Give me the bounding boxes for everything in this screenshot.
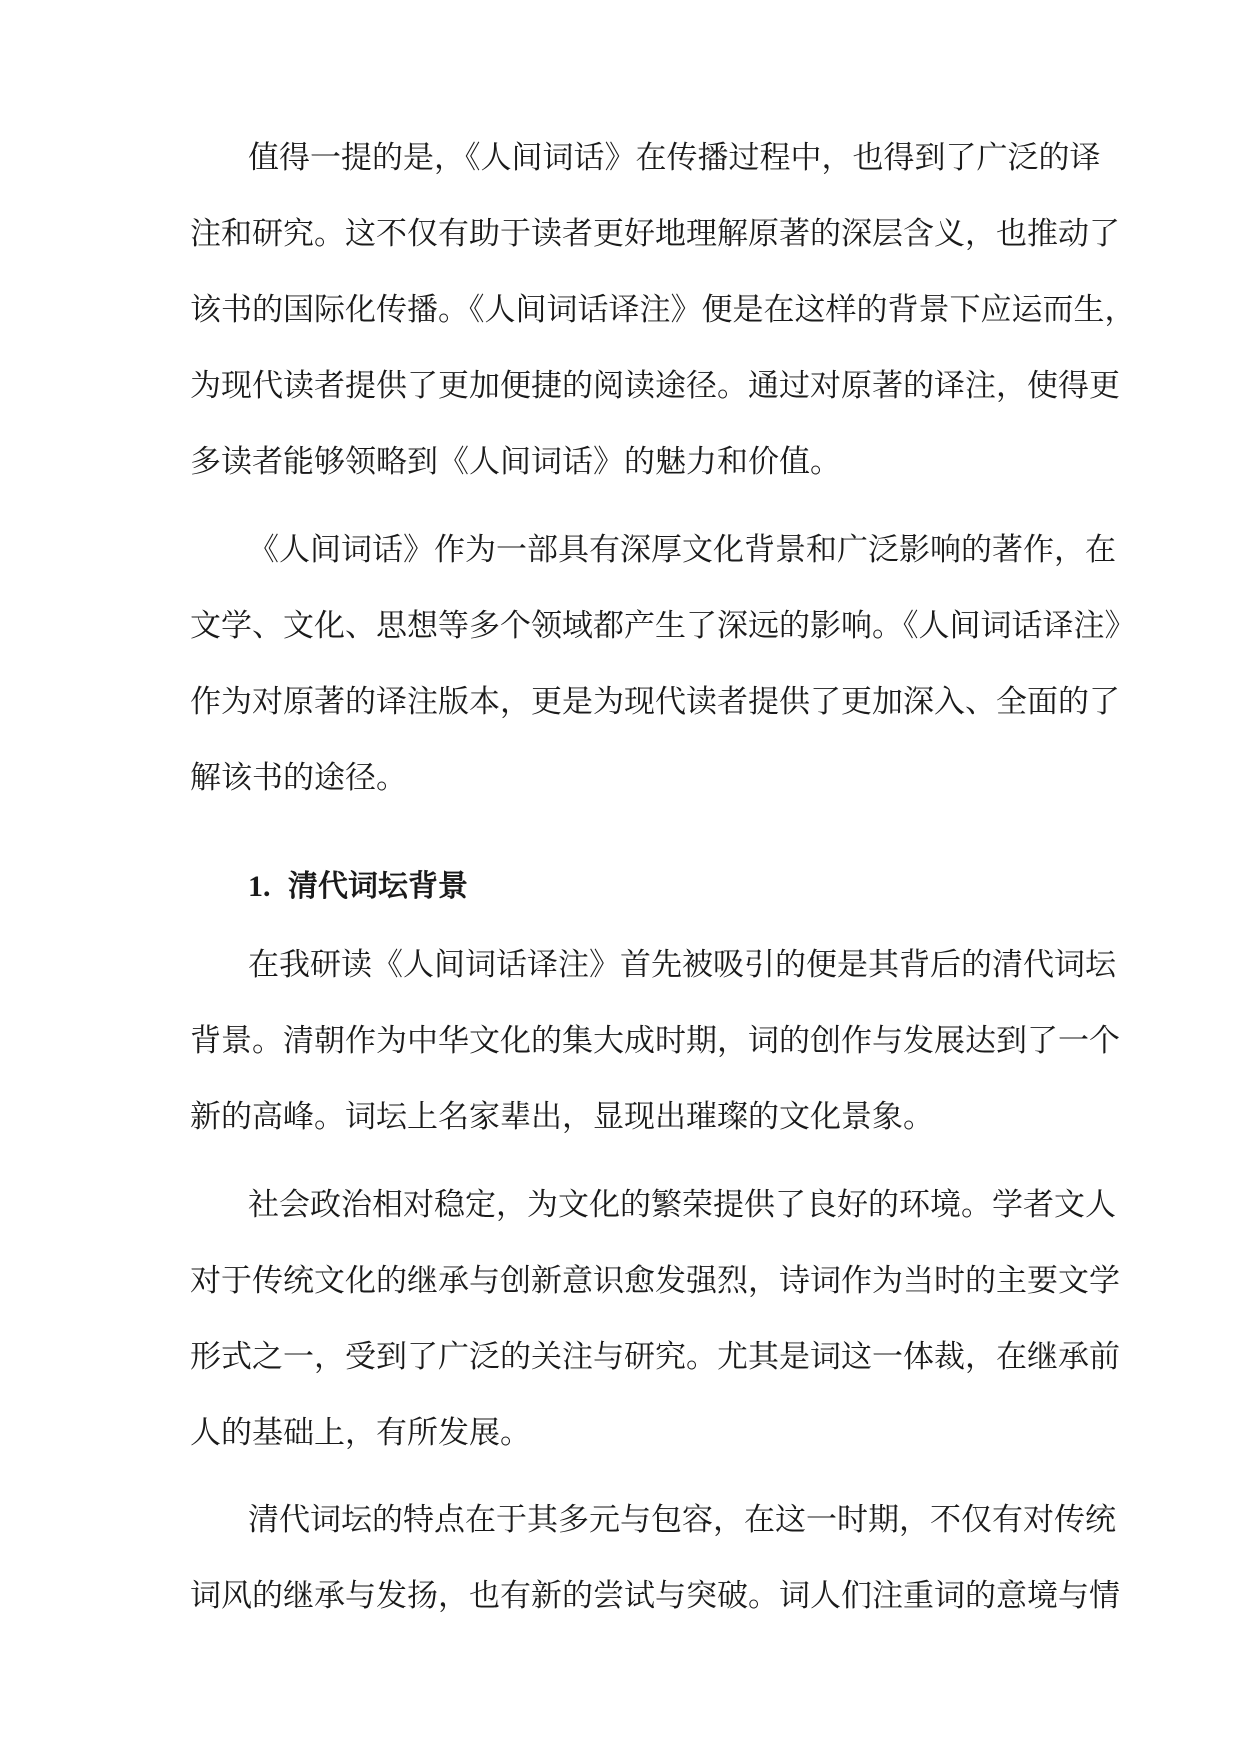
- paragraph-1-line-3: 该书的国际化传播。《人间词话译注》便是在这样的背景下应运而生，: [190, 292, 1136, 328]
- section-paragraph-1-line-3: 新的高峰。词坛上名家辈出，显现出璀璨的文化景象。: [190, 1099, 934, 1135]
- section-heading: [248, 864, 648, 910]
- paragraph-2-line-2: 文学、文化、思想等多个领域都产生了深远的影响。《人间词话译注》: [190, 608, 1136, 644]
- paragraph-1-line-1: 值得一提的是，《人间词话》在传播过程中，也得到了广泛的译: [248, 140, 1101, 176]
- paragraph-2-line-4: 解该书的途径。: [190, 760, 407, 796]
- paragraph-2-line-1: 《人间词话》作为一部具有深厚文化背景和广泛影响的著作，在: [248, 532, 1116, 568]
- section-paragraph-1-line-1: 在我研读《人间词话译注》首先被吸引的便是其背后的清代词坛: [248, 947, 1116, 983]
- paragraph-1-line-5: 多读者能够领略到《人间词话》的魅力和价值。: [190, 444, 841, 480]
- paragraph-1-line-2: 注和研究。这不仅有助于读者更好地理解原著的深层含义，也推动了: [190, 216, 1120, 252]
- section-paragraph-2-line-3: 形式之一，受到了广泛的关注与研究。尤其是词这一体裁，在继承前: [190, 1339, 1120, 1375]
- section-number: 1.: [248, 870, 271, 903]
- section-paragraph-2-line-4: 人的基础上，有所发展。: [190, 1415, 531, 1451]
- section-paragraph-3-line-2: 词风的继承与发扬，也有新的尝试与突破。词人们注重词的意境与情: [190, 1578, 1120, 1614]
- section-paragraph-3-line-1: 清代词坛的特点在于其多元与包容，在这一时期，不仅有对传统: [248, 1502, 1116, 1538]
- paragraph-2-line-3: 作为对原著的译注版本，更是为现代读者提供了更加深入、全面的了: [190, 684, 1120, 720]
- section-paragraph-1-line-2: 背景。清朝作为中华文化的集大成时期，词的创作与发展达到了一个: [190, 1023, 1120, 1059]
- section-paragraph-2-line-2: 对于传统文化的继承与创新意识愈发强烈，诗词作为当时的主要文学: [190, 1263, 1120, 1299]
- section-title: 清代词坛背景: [288, 869, 468, 904]
- paragraph-1-line-4: 为现代读者提供了更加便捷的阅读途径。通过对原著的译注，使得更: [190, 368, 1120, 404]
- section-paragraph-2-line-1: 社会政治相对稳定，为文化的繁荣提供了良好的环境。学者文人: [248, 1187, 1116, 1223]
